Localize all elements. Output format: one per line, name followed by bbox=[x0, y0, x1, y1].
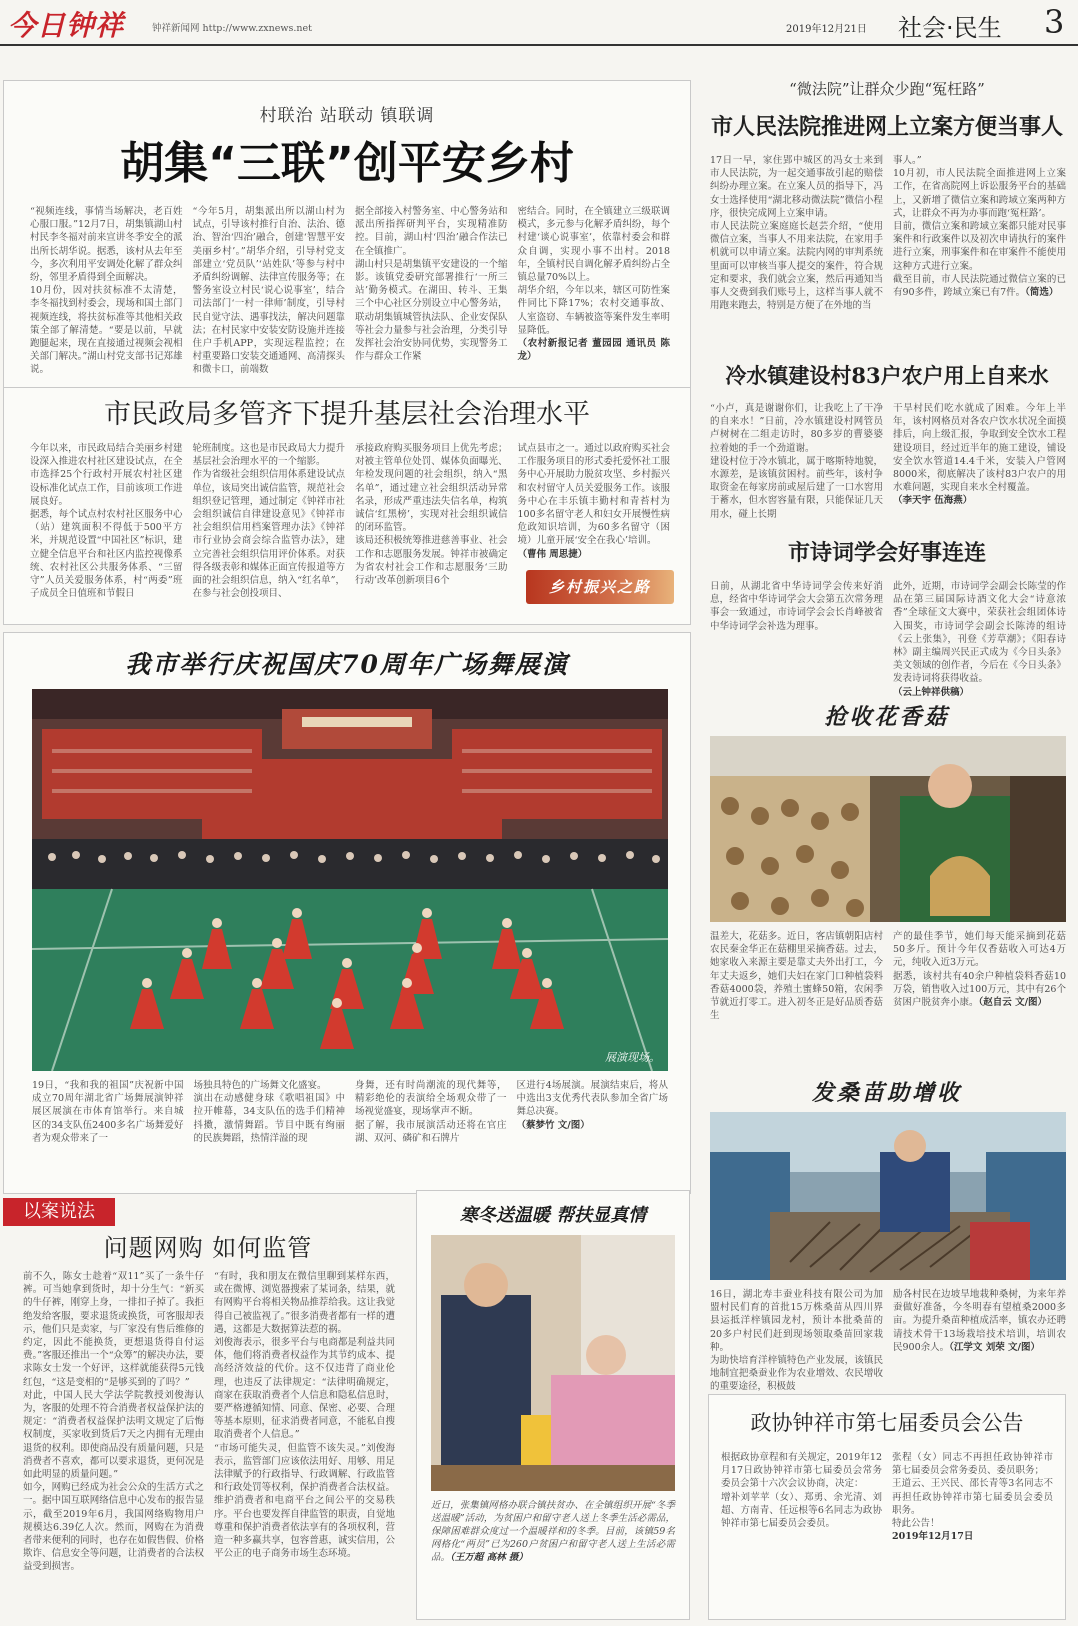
cppcc-p3: 张程（女）同志不再担任政协钟祥市第七届委员会常务委员、委员职务； bbox=[892, 1452, 1053, 1477]
lead-col-3 bbox=[355, 205, 508, 381]
case-p4: “有时，我和朋友在微信里聊到某样东西，或在微博、浏览器搜索了某词条，结果，就有网购平台将相关物品推荐给我。这让我觉得自己被监视了。”很多消费者都有一样的遭遇，这都是大数据算法惹的祸。 bbox=[214, 1271, 395, 1335]
court-article bbox=[698, 74, 1076, 354]
mulberry-headline: 发桑苗助增收 bbox=[811, 1080, 962, 1106]
civil-col-1 bbox=[30, 442, 183, 606]
dance-col-2 bbox=[194, 1079, 346, 1183]
rural-revitalization-badge bbox=[526, 570, 674, 604]
poetry-p2: 此外，近期，市诗词学会副会长陈莹的作品在第三届国际诗酒文化大会“诗意浓香”全球征文大赛中，荣获社会组团体诗入围奖，市诗词学会副会长陈涛的组诗《云上张集》，刊登《芳草潮》；《阳春诗林》副主编周兴民正式成为《今日头条》美文领域的创作者，今后在《今日头条》发表诗词将获得收益。 bbox=[893, 581, 1066, 685]
dance-col-1 bbox=[32, 1079, 184, 1183]
water-p2: 建设村位于冷水镇北，属于喀斯特地貌，水源差，是该镇贫困村。前些年，该村争取资金在每家房前或屋后建了一口水窖用于蓄水，但水窖容量有限，只能保证几天用水，碰上长期 bbox=[710, 455, 883, 520]
lead-credit: （农村新报记者 董园园 通讯员 陈龙） bbox=[517, 338, 670, 363]
court-body bbox=[710, 154, 1066, 350]
winter-caption bbox=[431, 1499, 675, 1611]
poetry-body bbox=[710, 580, 1066, 698]
court-p2: 市人民法院立案庭庭长赵芸介绍，“使用微信立案，当事人不用来法院，在家用手机就可以申请立案。法院内网的审判系统里面可以审核当事人提交的案件，符合规定和要求，我们就会立案，然后再通知当事人交费到我们账号上，这样当事人就不用跑来跑去，特别是方便了在外地的当 bbox=[710, 221, 883, 312]
court-p3: 事人。” bbox=[893, 155, 922, 166]
cppcc-col-2 bbox=[892, 1451, 1053, 1613]
court-p1: 17日一早，家住郢中城区的冯女士来到市人民法院，为一起交通事故引起的赔偿纠纷办理立案。在立案人员的指导下，冯女士选择使用“湖北移动微法院”微信小程序，很快完成网上立案申请。 bbox=[710, 155, 883, 219]
winter-credit: （王万超 高林 摄） bbox=[450, 1552, 528, 1563]
court-credit: （简选） bbox=[1025, 287, 1059, 299]
cppcc-headline: 政协钟祥市第七届委员会公告 bbox=[750, 1411, 1024, 1435]
water-body bbox=[710, 402, 1066, 526]
mulberry-p2: 为助快培育洋梓镇特色产业发展，该镇民地制宜把桑蚕业作为农业增效、农民增收的重要途径，积极鼓 bbox=[710, 1355, 883, 1393]
cppcc-p5: 特此公告！ bbox=[892, 1518, 940, 1530]
civil-col-2 bbox=[193, 442, 346, 606]
winter-caption-text: 近日，张集镇网格办联合镇扶贫办、在全镇组织开展“冬季送温暖”活动，为贫困户和留守老人送上冬季生活必需品，保障困难群众度过一个温暖祥和的冬季。目前，该镇59名网格化“两员”已为260户贫困户和留守老人送上生活必需品。 bbox=[431, 1500, 675, 1563]
dance-p3: 演出在动感健身球《歌唱祖国》中拉开帷幕，34支队伍的选手们精神抖擞，激情舞蹈。节目中既有绚丽的民族舞蹈，热情洋溢的现 bbox=[193, 1093, 345, 1144]
masthead-section: 社会·民生 bbox=[898, 14, 1002, 42]
mulberry-photo bbox=[710, 1112, 1066, 1280]
mulberry-p1: 16日，湖北寿丰蚕业科技有限公司为加盟村民们育的首批15万株桑苗从四川界县运抵洋梓镇园龙村，预计本批桑苗的20多户村民们赶到现场领取桑苗回家栽种。 bbox=[710, 1289, 883, 1353]
masthead-date: 2019年12月21日 bbox=[786, 24, 867, 35]
civil-headline: 市民政局多管齐下提升基层社会治理水平 bbox=[104, 399, 590, 430]
cppcc-p2: 增补刘苹苹（女）、郑勇、余光清、刘超、方南青、任远根等6名同志为政协钟祥市第七届委员会委员。 bbox=[721, 1491, 882, 1530]
cppcc-p1: 根据政协章程和有关规定，2019年12月17日政协钟祥市第七届委员会常务委员会第十六次会议协商，决定： bbox=[721, 1452, 882, 1490]
civil-credit: （曹伟 周思捷） bbox=[517, 548, 588, 560]
lead-p5: 湖山村只是胡集镇平安建设的一个缩影。该镇党委研究部署推行‘一所三站’勤务模式。在湖田、转斗、王集三个中心社区分别设立中心警务站，联动胡集镇城管执法队、企业安保队等社会力量参与社会治理，分类引导发挥社会治安协同优势，实现警务工作与群众工作紧 bbox=[355, 258, 508, 363]
mulberry-p3: 励各村民在边坡旱地栽种桑树，为来年养蚕做好准备，今冬明春有望植桑2000多亩。为提升桑苗种植成活率，镇农办还聘请技术骨干13场栽培技术培训，培训农民900余人。 bbox=[893, 1289, 1066, 1353]
gymnasium-photo-image bbox=[32, 689, 668, 1071]
dance-photo bbox=[32, 689, 668, 1071]
cppcc-col-1 bbox=[721, 1451, 882, 1613]
poetry-headline: 市诗词学会好事连连 bbox=[787, 540, 986, 566]
case-article bbox=[3, 1198, 413, 1618]
mulberry-photo-image bbox=[710, 1112, 1066, 1280]
case-p1: 前不久，陈女士趁着“双11”买了一条牛仔裤。可当她拿到货时，却十分生气：“新买的牛仔裤，刚穿上身，一排扣子掉了。我拒绝发给客服，要求退货或换货，可客服却表示，他们只是卖家，与厂家没有售后维修的约定，因此不能换货，更想退货得自付运费。”客服还推出一个“众筹”的解决办法，要求陈女士发一个好评，这样就能获得5元钱红包，“这是变相的“是够买到的了吗？” bbox=[23, 1271, 204, 1388]
lead-p7: 胡华介绍，今年以来，辖区可防性案件同比下降17%；农村交通事故、人室盗窃、车辆被盗等案件发生率明显降低。 bbox=[517, 285, 670, 336]
mushroom-article bbox=[698, 700, 1076, 1072]
civil-p2: 据悉，每个试点村农村社区服务中心（站）建筑面积不得低于500平方米，并规范设置“中国社区”标识，建立健全信息平台和社区内监控视像系统、农村社区公共服务体系、“三留守”人员关爱服务体系，村“两委”班子成员全日值班和节假日 bbox=[30, 509, 183, 600]
water-col-1 bbox=[710, 402, 883, 526]
case-body bbox=[23, 1270, 395, 1614]
dance-p1: 19日，“我和我的祖国”庆祝新中国成立70周年湖北省广场舞展演钟祥展区展演在市体育馆举行。来自城区的34支队伍2400多名广场舞爱好者为观众带来了一 bbox=[32, 1080, 184, 1144]
badge-label: 乡村振兴之路 bbox=[548, 578, 651, 596]
mulberry-article bbox=[698, 1076, 1076, 1393]
mushroom-photo-image bbox=[710, 736, 1066, 922]
court-kicker: “微法院”让群众少跑“冤枉路” bbox=[789, 80, 985, 98]
masthead bbox=[0, 0, 1078, 46]
mushroom-col-1 bbox=[710, 930, 883, 1068]
mulberry-body bbox=[710, 1288, 1066, 1393]
dance-headline: 我市举行庆祝国庆70周年广场舞展演 bbox=[125, 650, 569, 679]
lead-body bbox=[30, 205, 670, 381]
dance-p6: 区进行4场展演。展演结束后，将从中选出3支优秀代表队参加全省广场舞总决赛。 bbox=[516, 1080, 668, 1118]
mulberry-credit: （江学文 刘荣 文/图） bbox=[949, 1341, 1040, 1353]
mulberry-col-2 bbox=[893, 1288, 1066, 1372]
lead-col-2 bbox=[193, 205, 346, 381]
mushroom-col-2 bbox=[893, 930, 1066, 1068]
cppcc-body bbox=[721, 1451, 1053, 1613]
civil-p1: 今年以来，市民政局结合美丽乡村建设深入推进农村社区建设试点，在全市选择25个行政村开展农村社区建设标准化试点工作，目前该项工作进展良好。 bbox=[30, 443, 183, 507]
winter-headline: 寒冬送温暖 帮扶显真情 bbox=[459, 1205, 647, 1226]
civil-p7: 试点县市之一。通过以政府购买社会工作服务项目的形式委托爱怀社工服务中心开展助力脱贫攻坚、乡村振兴和农村留守人员关爱服务工作。该服务中心在丰乐镇丰勤村和青苔村为100多名留守老人和妇女开展慢性病危政知识培训，为60多名留守（困境）儿童开展‘安全在我心’培训。 bbox=[517, 443, 670, 547]
dance-col-3 bbox=[355, 1079, 507, 1183]
dance-col-4 bbox=[517, 1079, 669, 1183]
cppcc-notice bbox=[708, 1394, 1066, 1620]
winter-article bbox=[416, 1190, 690, 1620]
masthead-page-number: 3 bbox=[1044, 3, 1065, 41]
civil-p6: 该局还积极统筹推进慈善事业、社会工作和志愿服务发展。钟祥市被确定为省农村社会工作和志愿服务‘三助行动’改革创新项目6个 bbox=[355, 535, 508, 587]
lead-p3: “今年5月，胡集派出所以湖山村为试点，引导该村推行自治、法治、德治、智治‘四治’融合，创建‘智慧平安美丽乡村’。”胡华介绍，引导村党支部建立‘党员队’‘站姓队’等参与村中矛盾纠纷调解、法律宣传服务等；在警务室设立村民‘说心说事室’，结合司法部门‘一村一律师’制度，引导村民自觉守法、遇事找法，解决问题靠法；在村民家中安装安防设施并连接住户手机APP，实现远程监控；在村重要路口安装交通通网、高清探头和微卡口，前端数 bbox=[192, 206, 345, 376]
water-p1: “小卢，真是谢谢你们，让我吃上了干净的自来水！”日前，冷水镇建设村网管员卢树树在二组走访时，80多岁的曹婆婆拉着她的手一个劲道谢。 bbox=[710, 403, 883, 454]
mushroom-p1: 温差大，花菇多。近日，客店镇朝阳店村农民秦金华正在菇棚里采摘香菇。过去，她家收入来源主要是靠丈夫外出打工，今年丈夫返乡，她们夫妇在家门口种植袋料香菇4000袋，养殖土蜜蜂50箱，农闲季节就近打零工。进入初冬正是好品质香菇生 bbox=[710, 931, 883, 1022]
water-credit: （李天宇 伍海燕） bbox=[893, 495, 973, 507]
lead-col-1 bbox=[30, 205, 183, 381]
court-col-2 bbox=[893, 154, 1066, 350]
dance-body bbox=[32, 1079, 668, 1183]
case-headline: 问题网购 如何监管 bbox=[103, 1234, 313, 1262]
case-tag: 以案说法 bbox=[3, 1198, 115, 1226]
dance-p5: 据了解，我市展演活动还将在官庄湖、双河、磷矿和石牌片 bbox=[355, 1119, 507, 1144]
water-headline: 冷水镇建设村83户农户用上自来水 bbox=[725, 363, 1049, 388]
lead-p1: “视频连线，事情当场解决，老百姓心服口服。”12月7日，胡集镇湖山村村民李冬福对前来宣讲冬季安全的派出所长胡华说。据悉，该村从去年至今，多次利用平安调处化解了群众纠纷，邻里矛盾得到全面解决。 bbox=[30, 206, 183, 284]
court-p4: 10月初，市人民法院全面推进网上立案工作，在省高院网上诉讼服务平台的基础上，又新增了微信立案和跨域立案两种方式，让群众不再为办事而跑‘冤枉路’。 bbox=[893, 168, 1066, 219]
masthead-logo: 今日钟祥 bbox=[8, 9, 125, 42]
civil-article bbox=[3, 388, 691, 625]
dance-article bbox=[3, 632, 691, 1194]
mushroom-body bbox=[710, 930, 1066, 1068]
mushroom-p2: 产的最佳季节，她们每天能采摘到花菇50多斤。预计今年仅香菇收入可达4万元，纯收入近3万元。 bbox=[893, 931, 1066, 969]
court-headline: 市人民法院推进网上立案方便当事人 bbox=[710, 114, 1063, 140]
court-p5: 目前，微信立案和跨域立案都只能对民事案件和行政案件以及初次申请执行的案件进行立案，刑事案件和在审案件不能使用这种方式进行立案。 bbox=[893, 221, 1066, 272]
case-col-1 bbox=[23, 1270, 204, 1614]
water-article bbox=[698, 360, 1076, 530]
dance-credit: （蔡梦竹 文/图） bbox=[516, 1119, 590, 1131]
cppcc-p4: 王道云、王兴民、邵长青等3名同志不再担任政协钟祥市第七届委员会委员职务。 bbox=[892, 1478, 1053, 1516]
lead-p6: 密结合。同时，在全镇建立三级联调模式，多元参与化解矛盾纠纷，每个村建‘谈心说事室’，依靠村委会和群众自调，实现小事不出村。2018年，全镇村民自调化解矛盾纠纷占全镇总量70%以上。 bbox=[517, 206, 670, 284]
lead-p2: 10月份，因对扶贫标准不太清楚，李冬福找到村委会，现场和国土部门视频连线，将扶贫标准等其他相关政策全部了解清楚。“要是以前，早就跑腿起来，现在直接通过视频会视相关部门解决。”湖山村党支部书记郑雄说。 bbox=[30, 285, 183, 376]
poetry-article bbox=[698, 536, 1076, 696]
case-p3: 如今，网购已经成为社会公众的生活方式之一。据中国互联网络信息中心发布的报告显示，截至2019年6月，我国网络购物用户规模达6.39亿人次。然而，网购在为消费者带来便利的同时，也存在如假售假、价格欺诈、信息安全等问题，让消费者的合法权益受到损害。 bbox=[23, 1482, 204, 1573]
mushroom-credit: （赵自云 文/图） bbox=[978, 997, 1048, 1009]
dance-photo-note: 展演现场。 bbox=[605, 1051, 660, 1064]
cppcc-date: 2019年12月17日 bbox=[892, 1531, 974, 1543]
lead-kicker: 村联治 站联动 镇联调 bbox=[259, 106, 435, 126]
visit-photo-image bbox=[431, 1235, 675, 1491]
mushroom-p3: 据悉，该村共有40余户种植袋料香菇10万袋，销售收入过100万元，其中有26个贫困户脱贫奔小康。 bbox=[893, 970, 1066, 1009]
dance-p4: 身舞，还有时尚潮流的现代舞等，精彩绝伦的表演给全场观众带了一场视觉盛宴，现场掌声不断。 bbox=[355, 1080, 507, 1118]
civil-p5: 承接政府购买服务项目上优先考虑；对被主管单位处罚、媒体负面曝光、年检发现问题的社会组织，纳入“黑名单”，通过建立社会组织活动异常名录，形成严重违法失信名单，构筑诚信‘红黑榜’，实现对社会组织诚信的闭环监管。 bbox=[355, 443, 508, 534]
lead-col-4 bbox=[518, 205, 671, 381]
mushroom-photo bbox=[710, 736, 1066, 922]
lead-p4: 据全部接入村警务室、中心警务站和派出所指挥研判平台，实现精准防控。目前，湖山村‘四治’融合作法已在全镇推广。 bbox=[355, 206, 508, 257]
poetry-col-2 bbox=[893, 580, 1066, 698]
lead-article bbox=[3, 80, 691, 388]
court-col-1 bbox=[710, 154, 883, 350]
masthead-rule bbox=[0, 44, 1078, 46]
winter-photo bbox=[431, 1235, 675, 1491]
mulberry-col-1 bbox=[710, 1288, 883, 1393]
case-col-2 bbox=[214, 1270, 395, 1614]
court-p6: 截至目前，市人民法院通过微信立案的已有90多件，跨域立案已有7件。 bbox=[893, 273, 1066, 299]
case-p5: 刘俊海表示，很多平台与电商都是利益共同体，他们将消费者权益作为其节约成本、提高经济效益的代价。这不仅违背了商业伦理，也违反了法律规定：“法律明确规定，商家在获取消费者个人信息和隐私信息时，要严格遵循知情、同意、保密、必要、合理等基本原则，征求消费者同意，不能私自搜取消费者个人信息。” bbox=[214, 1337, 395, 1441]
masthead-site: 钟祥新闻网 http://www.zxnews.net bbox=[152, 23, 312, 34]
water-col-2 bbox=[893, 402, 1066, 526]
poetry-credit: （云上钟祥供稿） bbox=[893, 686, 970, 698]
water-p3: 干旱村民们吃水就成了困难。今年上半年，该村网格员对各农户饮水状况全面摸排后，向上级汇报，争取到安全饮水工程建设项目，经过近半年的施工建设，铺设安全饮水管道14.4千米，安装入户管网8000米，彻底解决了该村83户农户的用水难问题，实现自来水全村覆盖。 bbox=[893, 403, 1066, 494]
civil-p3: 轮班制度。这也是市民政局大力提升基层社会治理水平的一个缩影。 bbox=[192, 443, 345, 468]
lead-headline: 胡集“三联”创平安乡村 bbox=[120, 138, 574, 189]
mushroom-headline: 抢收花香菇 bbox=[824, 704, 950, 730]
poetry-col-1 bbox=[710, 580, 883, 692]
case-p2: 对此，中国人民大学法学院教授刘俊海认为，客服的处理不符合消费者权益保护法的规定：“消费者权益保护法明文规定了后悔权制度，买家收到货后7天之内拥有无理由退货的权利。即使商品没有质量问题，只是消费者不喜欢，都可以要求退货，更何况是如此明显的质量问题。” bbox=[23, 1389, 204, 1481]
case-p6: “市场可能失灵，但监管不该失灵。”刘俊海表示，监管部门应该依法用好、用够、用足法律赋予的行政指导、行政调解、行政监管和行政处罚等权利，保护消费者合法权益。维护消费者和电商平台之间公平的交易秩序。平台也要发挥自律监管的职责，自觉地尊重和保护消费者依法享有的各项权利，营造一种多赢共享，包容普惠，诚实信用，公平公正的电子商务市场生态环境。 bbox=[214, 1442, 395, 1560]
civil-p4: 作为省级社会组织信用体系建设试点单位，该局突出诚信监管，规范社会组织登记管理，通过制定《钟祥市社会组织诚信自律建设意见》《钟祥市社会组织信用档案管理办法》《钟祥市行业协会商会综合监管办法》，建立完善社会组织信用评价体系。对获得各级表彰和媒体正面宣传报道等方面的社会组织信息，纳入“红名单”，在参与社会创投项目、 bbox=[192, 469, 345, 600]
poetry-p1: 日前，从湖北省中华诗词学会传来好消息，经省中华诗词学会大会第五次常务理事会一致通过，市诗词学会会长肖峰被省中华诗词学会补选为理事。 bbox=[710, 581, 883, 632]
civil-col-3 bbox=[355, 442, 508, 606]
dance-p2: 场独具特色的广场舞文化盛宴。 bbox=[193, 1080, 327, 1091]
